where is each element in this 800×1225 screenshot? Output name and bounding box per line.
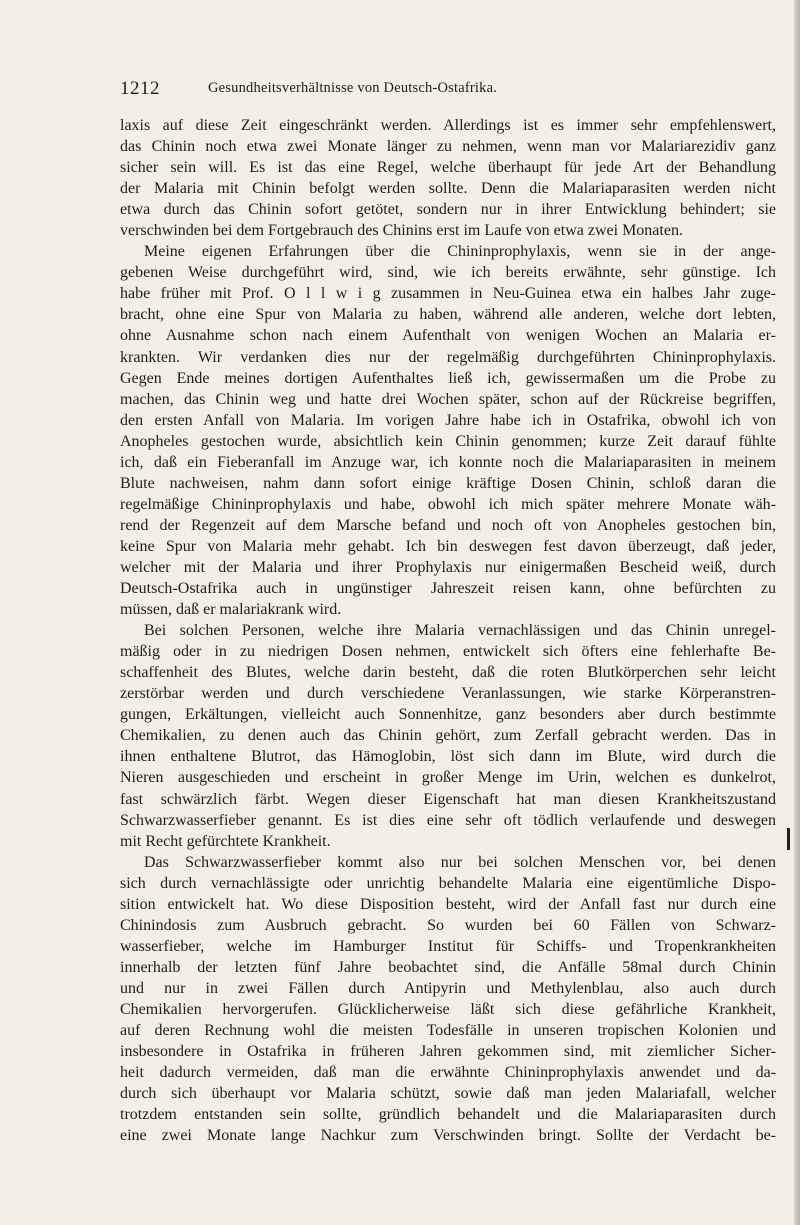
text-line: Meine eigenen Erfahrungen über die Chininprophylaxis, wenn sie in der ange- <box>144 243 776 261</box>
text-line: eine zwei Monate lange Nachkur zum Verschwinden bringt. Sollte der Verdacht be- <box>120 1127 776 1145</box>
text-line: Bei solchen Personen, welche ihre Malaria vernachlässigen und das Chinin unregel- <box>144 622 776 640</box>
text-line: der Malaria mit Chinin befolgt werden sollte. Denn die Malariaparasiten werden nicht <box>120 180 776 198</box>
body-text <box>120 115 776 1146</box>
text-line: krankten. Wir verdanken dies nur der regelmäßig durchgeführten Chininprophylaxis. <box>120 348 776 366</box>
text-line: Chinindosis zum Ausbruch gebracht. So wurden bei 60 Fällen von Schwarz- <box>120 916 776 934</box>
text-line: innerhalb der letzten fünf Jahre beobachtet sind, die Anfälle 58mal durch Chinin <box>120 958 776 976</box>
text-line: verschwinden bei dem Fortgebrauch des Chinins erst im Laufe von etwa zwei Monaten. <box>120 222 683 240</box>
page-edge-shadow <box>794 0 800 1225</box>
margin-mark <box>787 828 790 850</box>
text-line: welcher mit der Malaria und ihrer Prophylaxis nur einigermaßen Bescheid weiß, durch <box>120 558 776 576</box>
text-line: wasserfieber, welche im Hamburger Institut für Schiffs- und Tropenkrankheiten <box>120 937 776 955</box>
text-line: schaffenheit des Blutes, welche darin besteht, daß die roten Blutkörperchen sehr leicht <box>120 664 776 682</box>
text-line: Deutsch-Ostafrika auch in ungünstiger Jahreszeit reisen kann, ohne befürchten zu <box>120 580 776 598</box>
text-line: trotzdem entstanden sein sollte, gründlich behandelt und die Malariaparasiten durch <box>120 1106 776 1124</box>
text-line: sich durch vernachlässigte oder unrichtig behandelte Malaria eine eigentümliche Dispo- <box>120 874 776 892</box>
text-line: müssen, daß er malariakrank wird. <box>120 601 342 619</box>
text-line: durch sich überhaupt vor Malaria schützt, sowie daß man jeden Malariafall, welcher <box>120 1085 776 1103</box>
text-line: Gegen Ende meines dortigen Aufenthaltes ließ ich, gewissermaßen um die Probe zu <box>120 369 776 387</box>
text-line: mit Recht gefürchtete Krankheit. <box>120 832 331 850</box>
text-line: ich, daß ein Fieberanfall im Anzuge war, ich konnte noch die Malariaparasiten in meinem <box>120 453 776 471</box>
text-line: etwa durch das Chinin sofort getötet, sondern nur in ihrer Entwicklung behindert; sie <box>120 201 776 219</box>
page-header <box>120 78 720 100</box>
text-line: sition entwickelt hat. Wo diese Disposition besteht, wird der Anfall fast nur durch eine <box>120 895 776 913</box>
text-line: bracht, ohne eine Spur von Malaria zu haben, während alle anderen, welche dort lebten, <box>120 306 776 324</box>
text-line: auf deren Rechnung wohl die meisten Todesfälle in unseren tropischen Kolonien und <box>120 1022 776 1040</box>
text-line: ihnen enthaltene Blutrot, das Hämoglobin, löst sich dann im Blute, wird durch die <box>120 748 776 766</box>
text-line: laxis auf diese Zeit eingeschränkt werden. Allerdings ist es immer sehr empfehlenswert, <box>120 117 776 134</box>
text-line: ohne Ausnahme schon nach einem Aufenthalt von wenigen Wochen an Malaria er- <box>120 327 776 345</box>
text-line: Das Schwarzwasserfieber kommt also nur bei solchen Menschen vor, bei denen <box>144 853 776 871</box>
text-line: Anopheles gestochen wurde, absichtlich kein Chinin genommen; kurze Zeit darauf fühlte <box>120 432 776 450</box>
text-line: das Chinin noch etwa zwei Monate länger zu nehmen, wenn man vor Malariarezidiv ganz <box>120 138 776 156</box>
text-line: Chemikalien, zu denen auch das Chinin gehört, zum Zerfall gebracht werden. Das in <box>120 727 776 745</box>
text-line: Chemikalien hervorgerufen. Glücklicherweise läßt sich diese gefährliche Krankheit, <box>120 1000 776 1018</box>
text-line: heit dadurch vermeiden, daß man die erwähnte Chininprophylaxis anwendet und da- <box>120 1064 776 1082</box>
text-line: Nieren ausgeschieden und erscheint in großer Menge im Urin, welchen es dunkelrot, <box>120 769 776 787</box>
page-number: 1212 <box>120 78 160 99</box>
text-line: fast schwärzlich färbt. Wegen dieser Eigenschaft hat man diesen Krankheitszustand <box>120 790 776 808</box>
text-line: Blute nachweisen, nahm dann sofort einige kräftige Dosen Chinin, schloß daran die <box>120 474 776 492</box>
text-line: zerstörbar werden und durch verschiedene Veranlassungen, wie starke Körperanstren- <box>120 685 776 703</box>
text-line: regelmäßige Chininprophylaxis und habe, obwohl ich mich später mehrere Monate wäh- <box>120 495 776 513</box>
text-line: machen, das Chinin weg und hatte drei Wochen später, schon auf der Rückreise begriffen, <box>120 390 776 408</box>
text-line: gungen, Erkältungen, vielleicht auch Sonnenhitze, ganz besonders aber durch bestimmte <box>120 706 776 724</box>
text-line: Schwarzwasserfieber genannt. Es ist dies eine sehr oft tödlich verlaufende und deswegen <box>120 811 776 829</box>
running-head: Gesundheitsverhältnisse von Deutsch-Ostafrika. <box>208 80 498 96</box>
text-line: sicher sein will. Es ist das eine Regel, welche überhaupt für jede Art der Behandlung <box>120 159 776 177</box>
text-line: keine Spur von Malaria mehr gehabt. Ich bin deswegen fest davon überzeugt, daß jeder, <box>120 537 776 555</box>
text-line: insbesondere in Ostafrika in früheren Jahren gekommen sind, mit ziemlicher Sicher- <box>120 1043 776 1061</box>
text-line: rend der Regenzeit auf dem Marsche befand und noch oft von Anopheles gestochen bin, <box>120 516 776 534</box>
text-line: den ersten Anfall von Malaria. Im vorigen Jahre habe ich in Ostafrika, obwohl ich von <box>120 411 776 429</box>
text-line: mäßig oder in zu niedrigen Dosen nehmen, entwickelt sich öfters eine fehlerhafte Be- <box>120 643 776 661</box>
text-line: habe früher mit Prof. O l l w i g zusammen in Neu-Guinea etwa ein halbes Jahr zuge- <box>120 285 776 303</box>
text-line: gebenen Weise durchgeführt wird, sind, wie ich bereits erwähnte, sehr günstige. Ich <box>120 264 776 282</box>
text-line: und nur in zwei Fällen durch Antipyrin und Methylenblau, also auch durch <box>120 979 776 997</box>
